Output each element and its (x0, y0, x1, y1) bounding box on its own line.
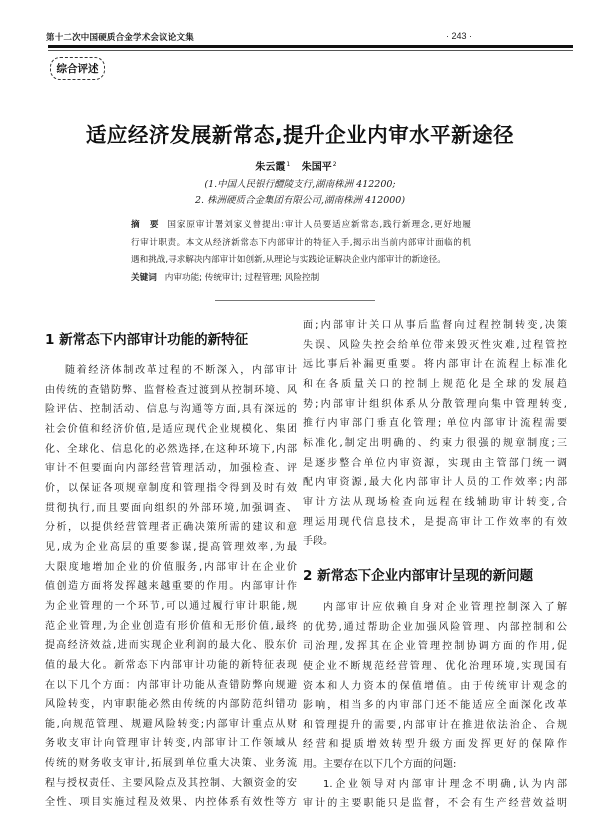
body-line: 程与授权责任、主要风险点及其控制、大额资金的安 (45, 777, 297, 789)
body-line: 化、全球化、信息化的必然选择,在这种环境下,内部 (45, 443, 297, 455)
body-line: 全性、项目实施过程及效果、内控体系有效性等方 (45, 797, 297, 809)
body-line: 理运用现代信息技术，是提高审计工作效率的有效 (303, 516, 567, 528)
author-name: 朱国平 (301, 162, 332, 173)
paper-title: 适应经济发展新常态,提升企业内审水平新途径 (85, 123, 515, 147)
abstract-line: 行审计职责。本文从经济新常态下内部审计的特征入手,揭示出当前内部审计面临的机 (131, 237, 471, 248)
abstract-line: 遇和挑战,寻求解决内部审计如创新,从理论与实践论证解决企业内部审计的新途径。 (131, 255, 446, 265)
abstract-line: 摘 要 国家原审计署刘家义曾提出:审计人员要适应新常态,践行新理念,更好地履 (131, 220, 471, 230)
authors (0, 158, 600, 173)
body-line: 影响，相当多的内审部门还不能适应全面深化改革 (303, 700, 567, 712)
body-line: 风险转变，内审职能必然由传统的内部防范纠错功 (45, 699, 297, 711)
body-line: 价，以保证各项规章制度和管理指令得到及时有效 (45, 482, 297, 494)
running-head: 第十二次中国硬质合金学术会议论文集 (46, 33, 194, 43)
body-line: 和在各质量关口的控制上规范化是全球的发展趋 (303, 378, 567, 390)
body-line: 司治理,发挥其在企业管理控制协调方面的作用,促 (303, 641, 567, 653)
body-line: 为企业管理的一个环节,可以通过履行审计职能,规 (45, 600, 297, 612)
body-line: 随着经济体制改革过程的不断深入，内部审计 (65, 365, 297, 376)
section-1-heading: 1 新常态下内部审计功能的新特征 (45, 332, 249, 348)
body-line: 审计方法从现场检查向远程在线辅助审计转变,合 (303, 496, 567, 508)
body-line: 远比事后补漏更重要。将内部审计在流程上标准化 (303, 359, 567, 371)
section-badge (50, 57, 105, 80)
badge-label: 综合评述 (56, 63, 99, 75)
body-line: 资本和人力资本的保值增值。由于传统审计观念的 (303, 680, 567, 692)
body-line: 势;内部审计组织体系从分散管理向集中管理转变, (303, 398, 567, 410)
body-line: 内部审计应依赖自身对企业管理控制深入了解 (323, 601, 567, 613)
abstract-block (131, 217, 471, 287)
body-line: 社会价值和经济价值,是适应现代企业规模化、集团 (45, 423, 297, 435)
affiliation-mark: 2 (332, 160, 337, 168)
body-line: 审计不但要面向内部经营管理活动，加强检查、评 (45, 463, 297, 475)
body-line: 能,向规范管理、规避风险转变;内部审计重点从财 (45, 718, 297, 730)
body-line: 面;内部审计关口从事后监督向过程控制转变,决策 (303, 320, 567, 331)
body-line: 经营和提质增效转型升级方面发挥更好的保障作 (303, 739, 567, 751)
body-line: 是逐步整合单位内审资源，实现由主管部门统一调 (303, 457, 567, 469)
right-column (303, 316, 567, 814)
body-line: 值的最大化。新常态下内部审计功能的新特征表现 (45, 659, 297, 671)
body-line: 贯彻执行,而且要面向组织的外部环境,加强调查、 (45, 502, 297, 514)
body-line: 传统的财务收支审计,拓展到单位重大决策、业务流 (45, 758, 297, 770)
affiliation-line: 2. 株洲硬质合金集团有限公司,湖南株洲 412000) (194, 195, 406, 206)
affiliation-line: (1.中国人民银行醴陵支行,湖南株洲 412200; (204, 179, 396, 190)
author-name: 朱云霞 (255, 162, 286, 173)
body-line: 的优势,通过帮助企业加强风险管理、内部控制和公 (303, 621, 567, 633)
body-line: 在以下几个方面：内部审计功能从查错防弊向规避 (45, 679, 297, 691)
body-line: 险评估、控制活动、信息与沟通等方面,具有深远的 (45, 404, 297, 416)
keywords-text: 内审功能; 传统审计; 过程管理; 风险控制 (164, 272, 320, 283)
body-line: 提高经济效益,进而实现企业利润的最大化、股东价 (45, 640, 297, 652)
body-line: 务收支审计向管理审计转变,内部审计工作领域从 (45, 738, 297, 750)
header-rule-thin (48, 50, 573, 51)
left-column (45, 361, 297, 813)
abstract-label: 摘 要 (131, 220, 160, 230)
body-line: 范企业管理,为企业创造有形价值和无形价值,最终 (45, 620, 297, 632)
body-line: 和管理提升的需要,内部审计在推进依法治企、合规 (303, 719, 567, 731)
body-line: 由传统的查错防弊、监督检查过渡到从控制环境、风 (45, 384, 297, 396)
body-line: 见,成为企业高层的重要参谋,提高管理效率,为最 (45, 541, 297, 553)
body-line: 配内审资源,最大化内部审计人员的工作效率;内部 (303, 477, 567, 489)
affiliation-mark: 1 (286, 160, 291, 168)
body-line: 审计的主要职能只是监督，不会有生产经营效益明 (303, 798, 567, 810)
header-rule-thick (48, 45, 573, 48)
body-line: 手段。 (303, 536, 333, 548)
body-line: 失误、风险失控会给单位带来毁灭性灾难,过程管控 (303, 339, 567, 351)
body-line: 标准化,制定出明确的、约束力很强的规章制度;三 (303, 437, 567, 449)
body-line: 1.企业领导对内部审计理念不明确,认为内部 (323, 778, 567, 790)
body-line: 值创造方面将发挥越来越重要的作用。内部审计作 (45, 581, 297, 593)
section-2-heading: 2 新常态下企业内部审计呈现的新问题 (303, 567, 534, 584)
body-line: 分析，以提供经营管理者正确决策所需的建议和意 (45, 522, 297, 534)
body-line: 使企业不断规范经营管理、优化治理环境,实现国有 (303, 660, 567, 672)
body-line: 推行内审部门垂直化管理; 单位内部审计流程需要 (303, 418, 567, 430)
keywords-label: 关键词 (131, 272, 157, 283)
abstract-divider (215, 300, 375, 301)
body-line: 大限度地增加企业的价值服务,内部审计在企业价 (45, 561, 297, 573)
page-number: · 243 · (445, 31, 472, 41)
keywords-line (131, 270, 471, 288)
body-line: 用。主要存在以下几个方面的问题: (303, 759, 457, 771)
